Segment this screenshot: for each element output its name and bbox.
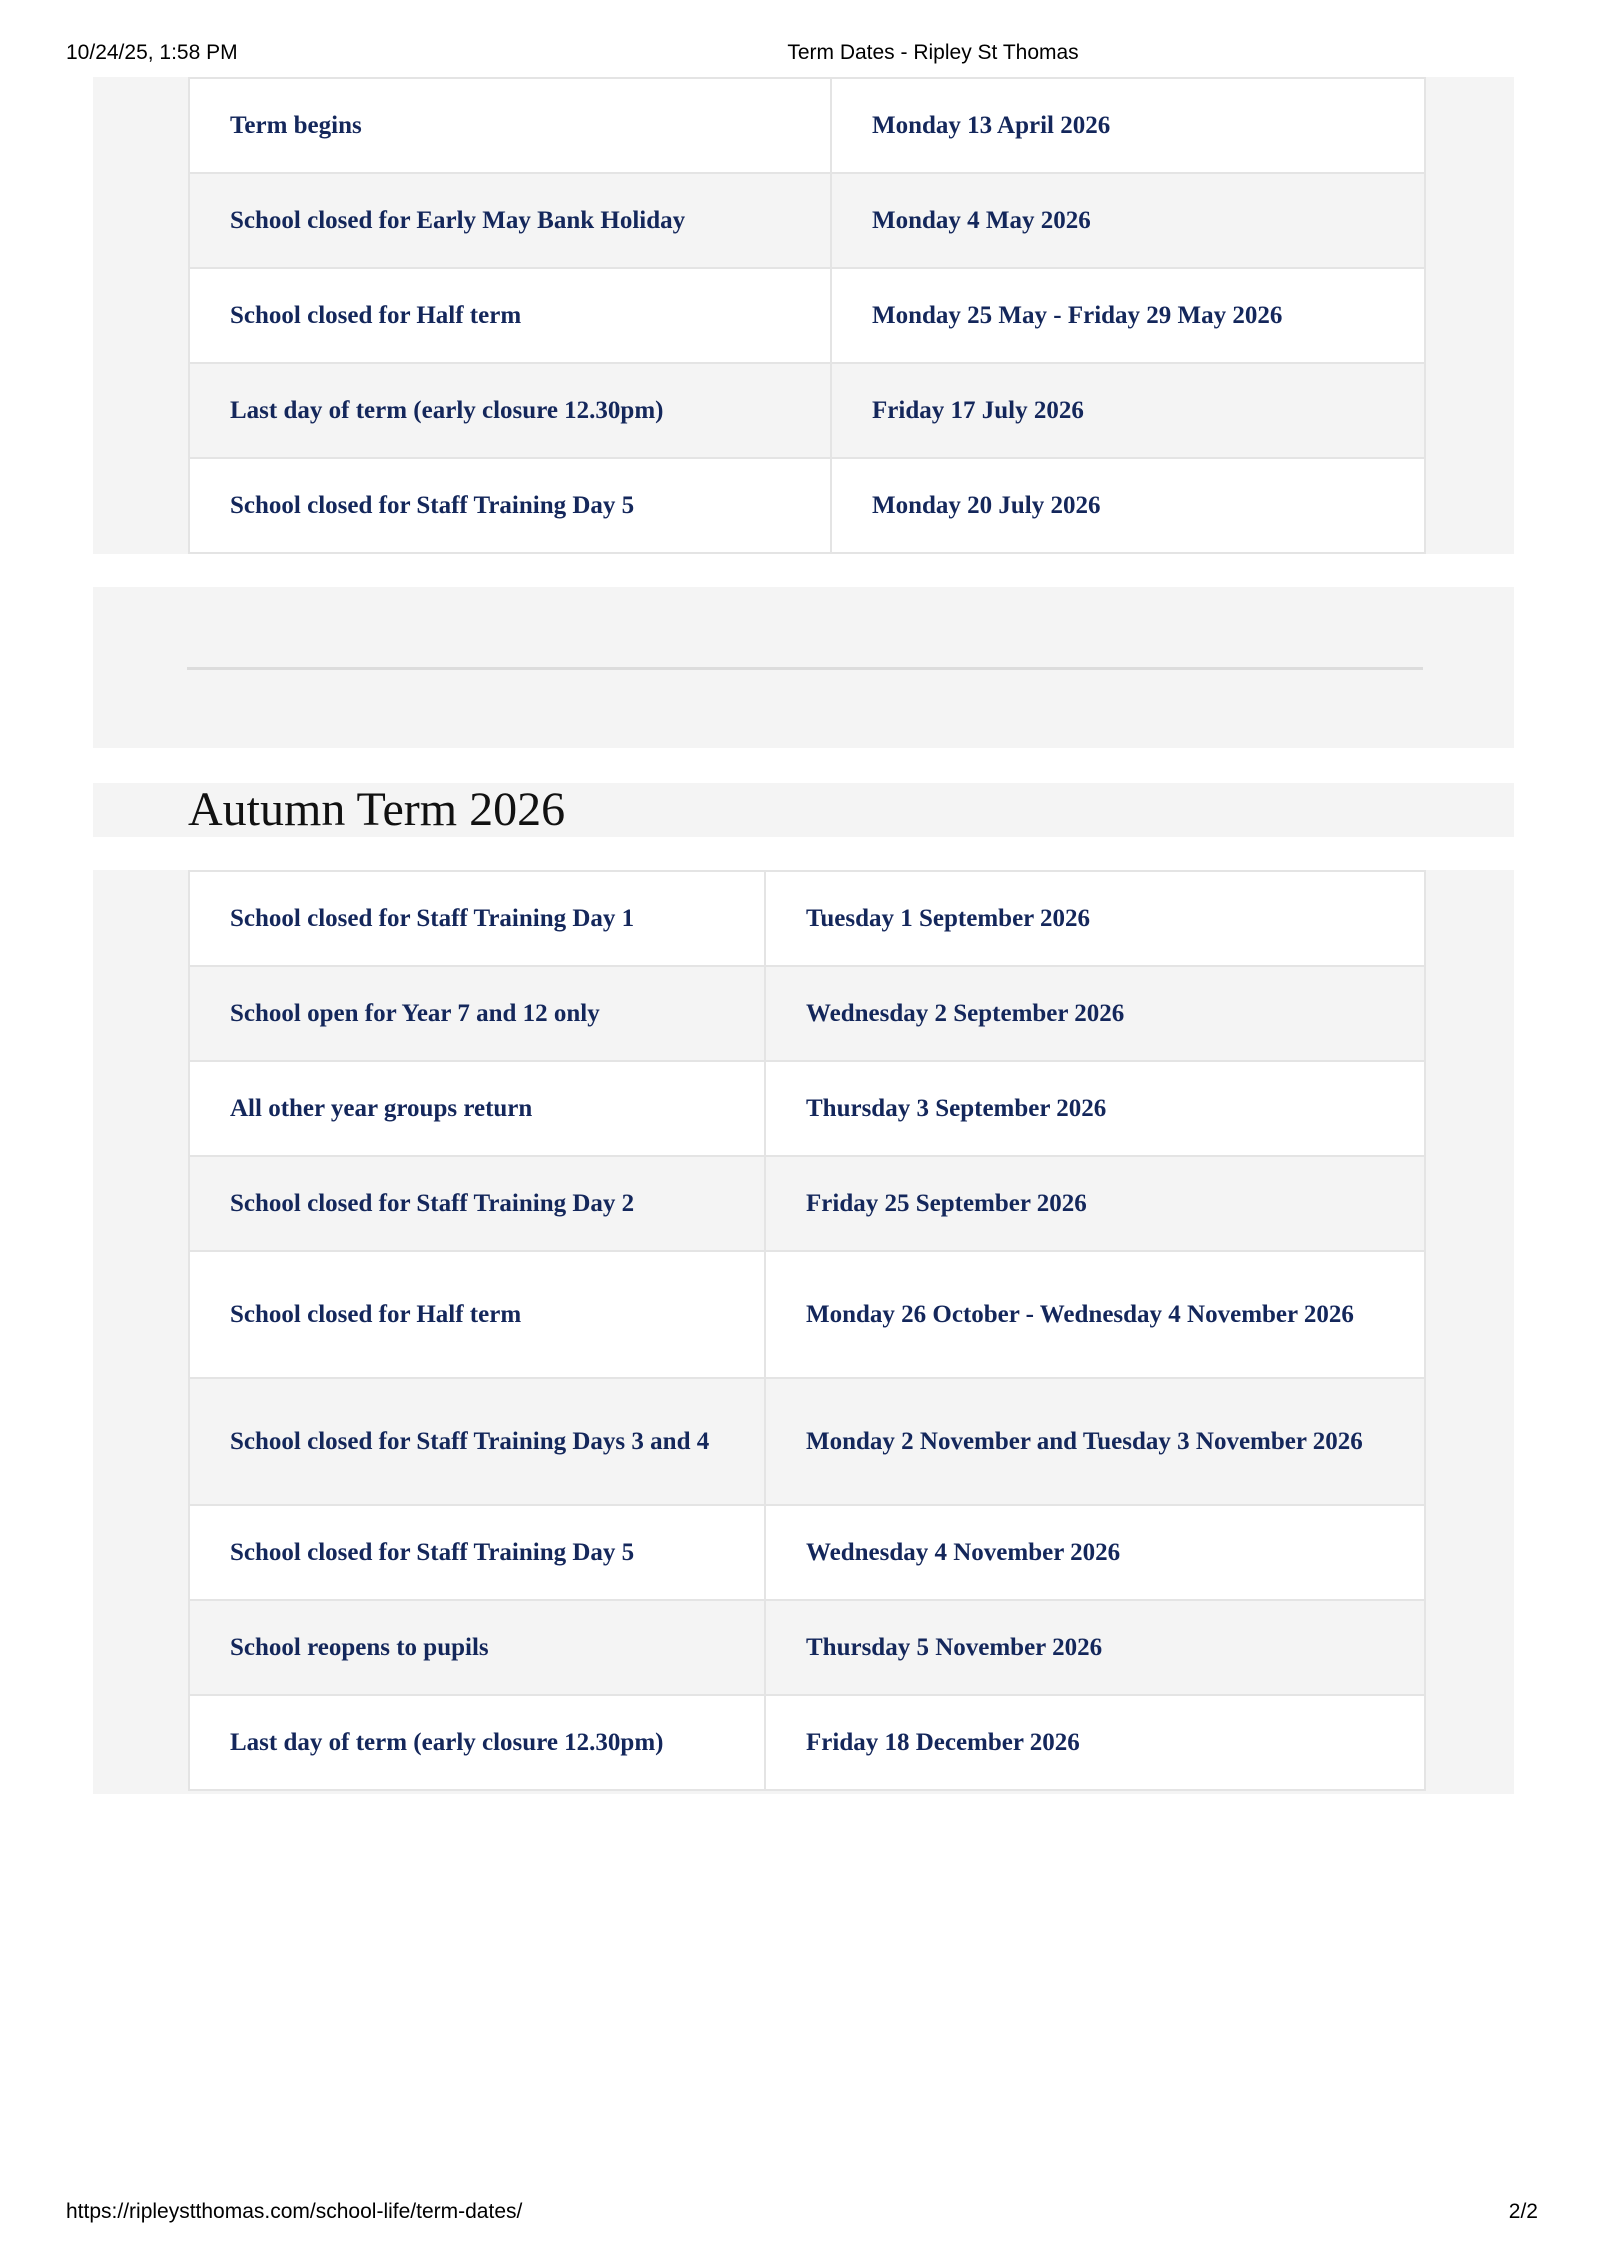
autumn-term-table <box>188 870 1426 1791</box>
date-cell: Monday 2 November and Tuesday 3 November 2026 <box>765 1378 1425 1505</box>
date-cell: Monday 25 May - Friday 29 May 2026 <box>831 268 1425 363</box>
event-cell: School closed for Early May Bank Holiday <box>189 173 831 268</box>
event-cell: School closed for Staff Training Day 5 <box>189 1505 765 1600</box>
date-cell: Thursday 3 September 2026 <box>765 1061 1425 1156</box>
autumn-heading-section <box>93 783 1514 837</box>
summer-term-section <box>93 77 1514 554</box>
table-row <box>189 1156 1425 1251</box>
table-row <box>189 268 1425 363</box>
event-cell: Term begins <box>189 78 831 173</box>
print-datetime: 10/24/25, 1:58 PM <box>66 41 238 64</box>
autumn-term-section <box>93 870 1514 1794</box>
date-cell: Wednesday 4 November 2026 <box>765 1505 1425 1600</box>
table-row <box>189 1061 1425 1156</box>
section-divider <box>187 667 1423 670</box>
event-cell: All other year groups return <box>189 1061 765 1156</box>
date-cell: Friday 25 September 2026 <box>765 1156 1425 1251</box>
divider-section <box>93 587 1514 748</box>
date-cell: Monday 4 May 2026 <box>831 173 1425 268</box>
print-url: https://ripleystthomas.com/school-life/term-dates/ <box>66 2200 523 2223</box>
table-row <box>189 363 1425 458</box>
date-cell: Monday 13 April 2026 <box>831 78 1425 173</box>
event-cell: School reopens to pupils <box>189 1600 765 1695</box>
table-row <box>189 1505 1425 1600</box>
autumn-term-heading: Autumn Term 2026 <box>188 783 566 836</box>
table-row <box>189 871 1425 966</box>
event-cell: School closed for Staff Training Days 3 and 4 <box>189 1378 765 1505</box>
event-cell: School closed for Staff Training Day 5 <box>189 458 831 553</box>
event-cell: Last day of term (early closure 12.30pm) <box>189 1695 765 1790</box>
date-cell: Friday 18 December 2026 <box>765 1695 1425 1790</box>
summer-term-table <box>188 77 1426 554</box>
event-cell: School closed for Half term <box>189 1251 765 1378</box>
table-row <box>189 1600 1425 1695</box>
event-cell: School closed for Staff Training Day 1 <box>189 871 765 966</box>
table-row <box>189 966 1425 1061</box>
table-row <box>189 1695 1425 1790</box>
table-row <box>189 78 1425 173</box>
table-row <box>189 1251 1425 1378</box>
date-cell: Friday 17 July 2026 <box>831 363 1425 458</box>
date-cell: Monday 26 October - Wednesday 4 November 2026 <box>765 1251 1425 1378</box>
date-cell: Monday 20 July 2026 <box>831 458 1425 553</box>
event-cell: School closed for Half term <box>189 268 831 363</box>
date-cell: Wednesday 2 September 2026 <box>765 966 1425 1061</box>
event-cell: Last day of term (early closure 12.30pm) <box>189 363 831 458</box>
event-cell: School closed for Staff Training Day 2 <box>189 1156 765 1251</box>
date-cell: Thursday 5 November 2026 <box>765 1600 1425 1695</box>
table-row <box>189 458 1425 553</box>
event-cell: School open for Year 7 and 12 only <box>189 966 765 1061</box>
date-cell: Tuesday 1 September 2026 <box>765 871 1425 966</box>
print-page-number: 2/2 <box>1508 2200 1538 2223</box>
table-row <box>189 173 1425 268</box>
table-row <box>189 1378 1425 1505</box>
print-page-title: Term Dates - Ripley St Thomas <box>787 41 1079 64</box>
